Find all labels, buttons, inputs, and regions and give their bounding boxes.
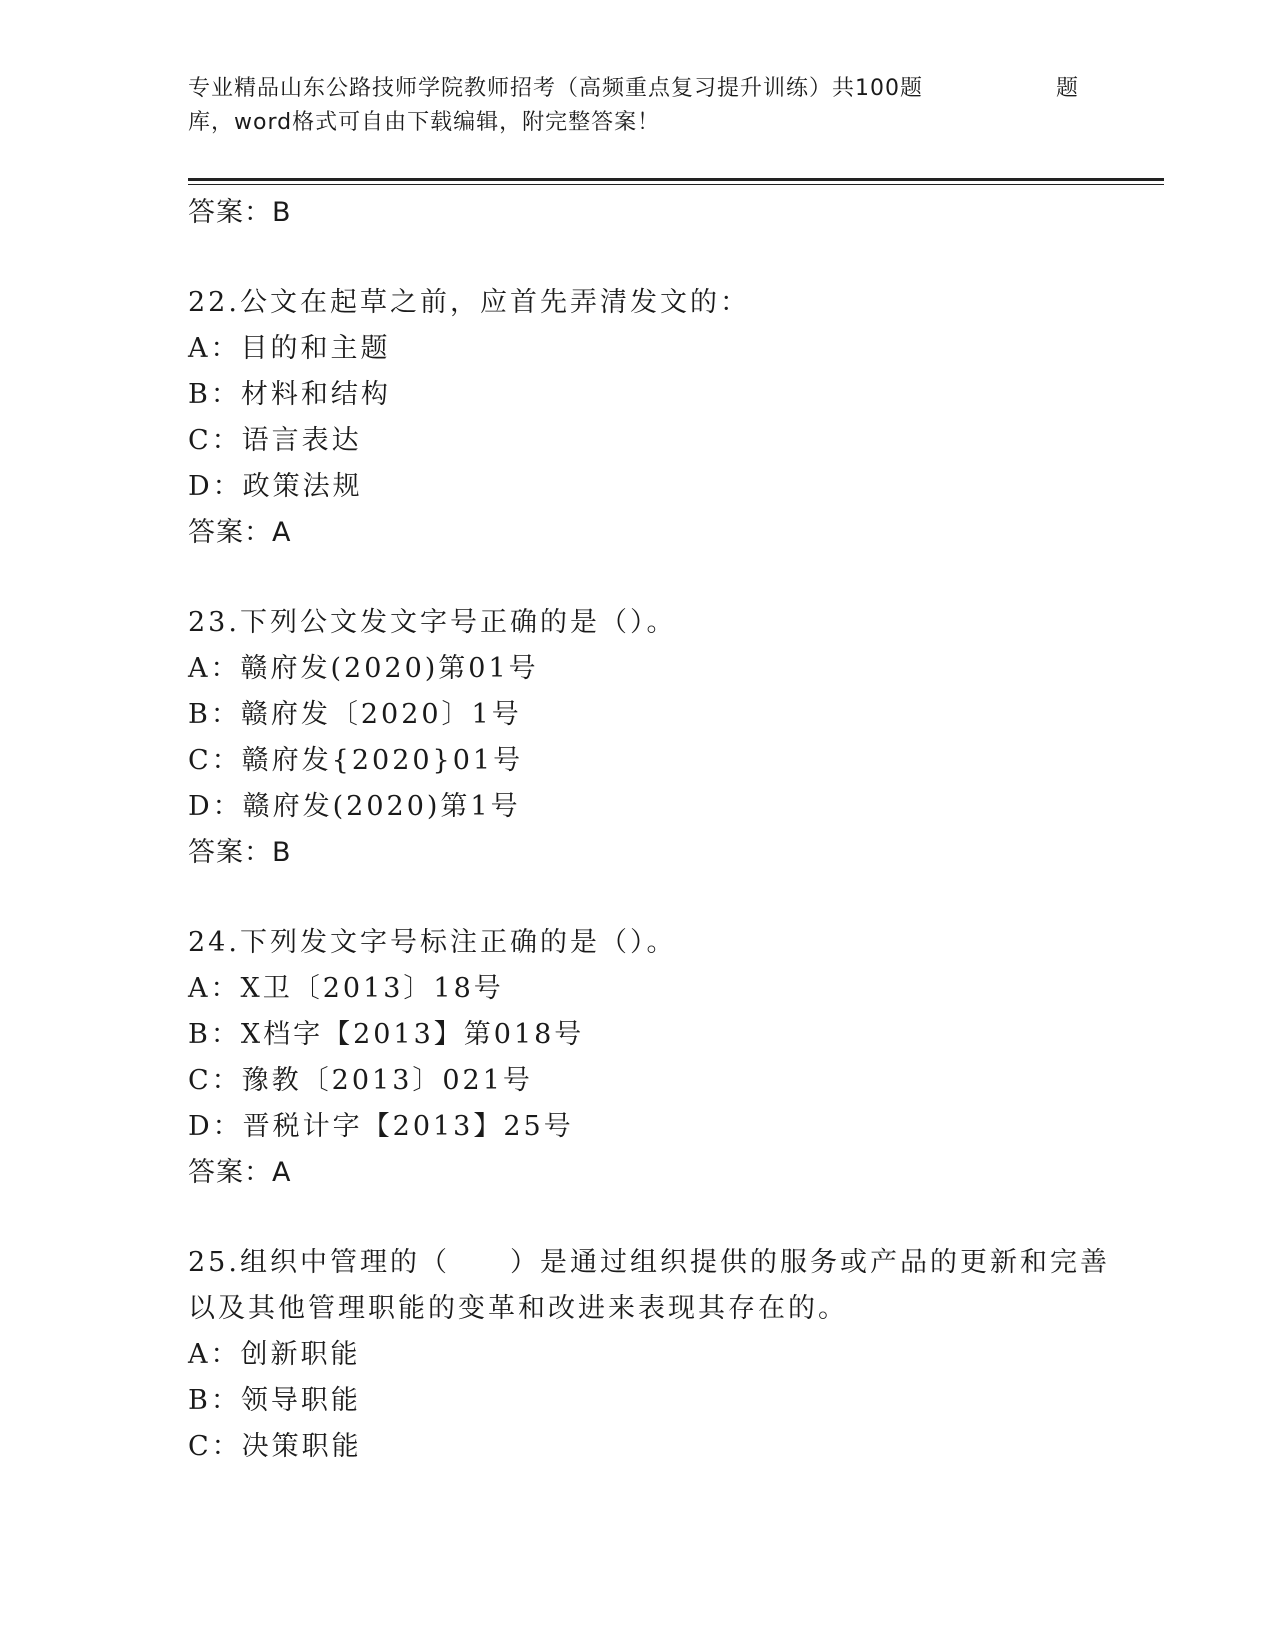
header-title: 专业精品山东公路技师学院教师招考（高频重点复习提升训练）共100题 <box>188 76 923 101</box>
question-24-option-a: A：X卫〔2013〕18号 <box>188 973 504 1004</box>
header-divider-thin <box>188 184 1164 185</box>
question-25-option-a: A：创新职能 <box>188 1339 361 1370</box>
question-22-stem: 22.公文在起草之前，应首先弄清发文的： <box>188 287 750 318</box>
question-25-option-c: C：决策职能 <box>188 1431 362 1462</box>
question-22-option-b: B：材料和结构 <box>188 379 391 410</box>
question-24-answer: 答案：A <box>188 1157 292 1188</box>
question-25-stem-line-1: 25.组织中管理的（ ）是通过组织提供的服务或产品的更新和完善 <box>188 1247 1110 1278</box>
header-divider-thick <box>188 178 1164 181</box>
question-22-option-d: D：政策法规 <box>188 471 363 502</box>
question-25-stem-line-2: 以及其他管理职能的变革和改进来表现其存在的。 <box>188 1293 848 1324</box>
question-list <box>188 190 1110 1470</box>
question-22-option-a: A：目的和主题 <box>188 333 391 364</box>
question-22-option-c: C：语言表达 <box>188 425 362 456</box>
question-24-option-d: D：晋税计字【2013】25号 <box>188 1111 574 1142</box>
spacer <box>188 1196 1088 1240</box>
spacer <box>188 556 1088 600</box>
spacer <box>188 236 1088 280</box>
question-24-stem: 24.下列发文字号标注正确的是（）。 <box>188 927 677 958</box>
spacer <box>188 876 1088 920</box>
question-23-option-c: C：赣府发{2020}01号 <box>188 745 524 776</box>
question-25-option-b: B：领导职能 <box>188 1385 361 1416</box>
question-22-answer: 答案：A <box>188 517 292 548</box>
question-23-option-d: D：赣府发(2020)第1号 <box>188 791 521 822</box>
question-23-stem: 23.下列公文发文字号正确的是（）。 <box>188 607 677 638</box>
header-title-wrap: 题 <box>1056 76 1080 101</box>
question-23-answer: 答案：B <box>188 837 292 868</box>
page-header <box>188 72 1088 140</box>
question-23-option-a: A：赣府发(2020)第01号 <box>188 653 539 684</box>
header-line-1 <box>188 72 1088 106</box>
header-line-2: 库，word格式可自由下载编辑，附完整答案！ <box>188 110 661 135</box>
answer-previous: 答案：B <box>188 197 292 228</box>
question-24-option-b: B：X档字【2013】第018号 <box>188 1019 585 1050</box>
question-23-option-b: B：赣府发〔2020〕1号 <box>188 699 522 730</box>
question-24-option-c: C：豫教〔2013〕021号 <box>188 1065 533 1096</box>
